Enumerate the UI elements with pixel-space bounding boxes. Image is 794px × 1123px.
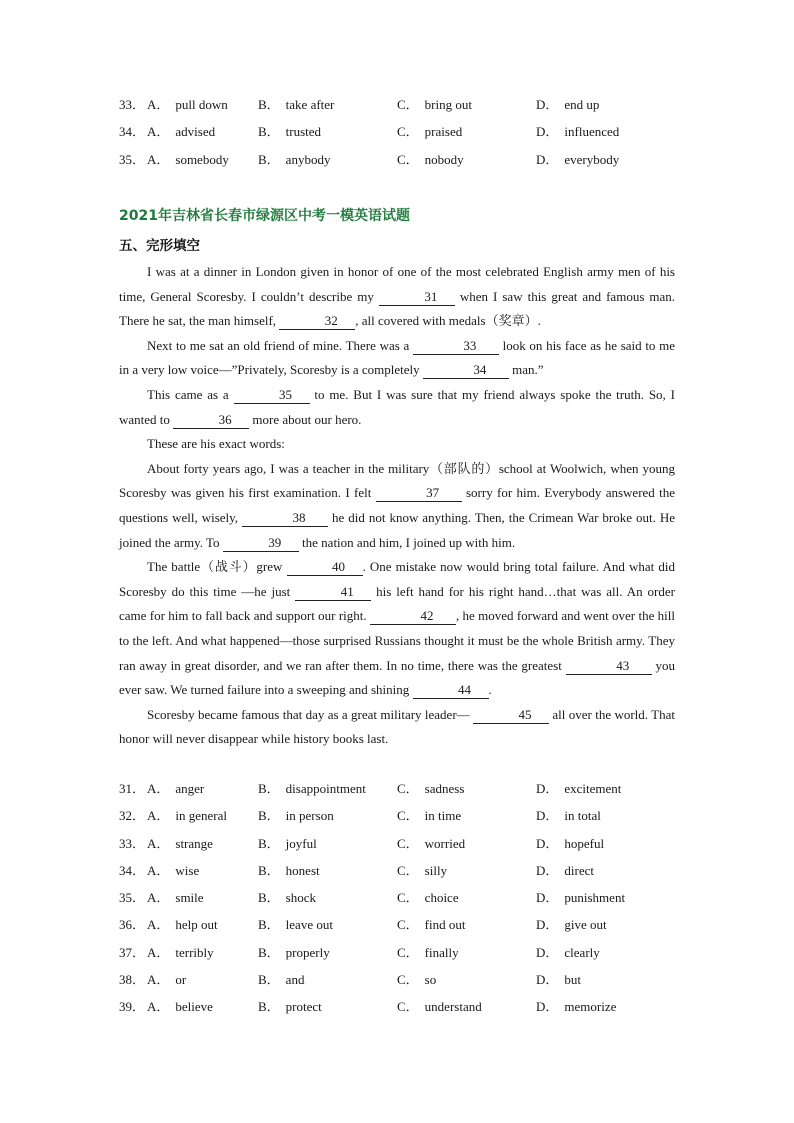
blank-32: 32 bbox=[279, 313, 355, 330]
question-number: 32． bbox=[119, 808, 146, 823]
option-b: B． take after bbox=[258, 97, 335, 112]
option-d: D． memorize bbox=[536, 999, 617, 1014]
option-d: D． punishment bbox=[536, 890, 626, 905]
option-a: A． pull down bbox=[147, 97, 228, 112]
question-number: 33． bbox=[119, 836, 146, 851]
option-a: A． somebody bbox=[147, 152, 229, 167]
option-d: D． everybody bbox=[536, 152, 620, 167]
option-b: B． trusted bbox=[258, 124, 322, 139]
exam-title: 2021年吉林省长春市绿源区中考一模英语试题 bbox=[119, 208, 410, 224]
paragraph: I was at a dinner in London given in honor of one of the most celebrated English army men of his time, General Scoresby. I couldn’t describe my 31 when I saw this great and famous man. There he sat, the man himself, 32 , all covered with medals（奖章）. bbox=[119, 264, 676, 329]
paragraph: Scoresby became famous that day as a great military leader— 45 all over the world. That honor will never disappear while history books last. bbox=[119, 706, 675, 747]
paragraph: This came as a 35 to me. But I was sure that my friend always spoke the truth. So, I wanted to 36 more about our hero. bbox=[119, 386, 675, 427]
option-a: A． advised bbox=[147, 124, 216, 139]
question-number: 33． bbox=[119, 97, 146, 112]
blank-34: 34 bbox=[423, 362, 509, 379]
option-c: C． so bbox=[397, 972, 437, 987]
option-a: A． wise bbox=[147, 863, 200, 878]
blank-40: 40 bbox=[287, 559, 363, 576]
question-number: 34． bbox=[119, 863, 146, 878]
option-a: A． anger bbox=[147, 781, 205, 796]
cloze-passage bbox=[119, 260, 675, 752]
option-a: A． terribly bbox=[147, 945, 214, 960]
option-d: D． end up bbox=[536, 97, 600, 112]
paragraph: About forty years ago, I was a teacher in the military（部队的）school at Woolwich, when young Scoresby was given his first examination. I felt 37 sorry for him. Everybody answered the questions well, wisely, 38 he did not know anything. Then, the Crimean War broke out. He joined the army. To 39 the nation and him, I joined up with him. bbox=[119, 460, 676, 550]
blank-43: 43 bbox=[566, 658, 652, 675]
blank-36: 36 bbox=[173, 412, 249, 429]
option-d: D． hopeful bbox=[536, 836, 605, 851]
option-d: D． direct bbox=[536, 863, 594, 878]
option-a: A． help out bbox=[147, 917, 218, 932]
option-b: B． disappointment bbox=[258, 781, 366, 796]
option-d: D． but bbox=[536, 972, 582, 987]
option-c: C． choice bbox=[397, 890, 459, 905]
blank-33: 33 bbox=[413, 338, 499, 355]
question-number: 35． bbox=[119, 152, 146, 167]
paragraph: The battle（战斗）grew 40 . One mistake now would bring total failure. And what did Scoresby do this time —he just 41 his left hand for his right hand…that was all. An order came for him to fall back and support our right. 42 , he moved forward and went over the hill to the left. And what happened—those surprised Russians thought it must be the whole British army. They ran away in great disorder, and we ran after them. In no time, there was the greatest 43 you ever saw. We turned failure into a sweeping and shining 44 . bbox=[119, 559, 676, 698]
option-c: C． worried bbox=[397, 836, 466, 851]
option-c: C． in time bbox=[397, 808, 462, 823]
paragraph: These are his exact words: bbox=[147, 436, 285, 452]
blank-39: 39 bbox=[223, 535, 299, 552]
blank-45: 45 bbox=[473, 707, 549, 724]
option-c: C． nobody bbox=[397, 152, 464, 167]
blank-37: 37 bbox=[376, 485, 462, 502]
option-d: D． in total bbox=[536, 808, 601, 823]
option-b: B． in person bbox=[258, 808, 334, 823]
option-d: D． excitement bbox=[536, 781, 622, 796]
option-a: A． strange bbox=[147, 836, 213, 851]
option-d: D． give out bbox=[536, 917, 607, 932]
blank-31: 31 bbox=[379, 289, 455, 306]
option-a: A． in general bbox=[147, 808, 228, 823]
blank-38: 38 bbox=[242, 510, 328, 527]
paragraph: Next to me sat an old friend of mine. There was a 33 look on his face as he said to me in a very low voice—”Privately, Scoresby is a completely 34 man.” bbox=[119, 337, 675, 378]
question-number: 35． bbox=[119, 890, 146, 905]
question-number: 38． bbox=[119, 972, 146, 987]
option-c: C． praised bbox=[397, 124, 463, 139]
option-c: C． understand bbox=[397, 999, 482, 1014]
option-d: D． clearly bbox=[536, 945, 600, 960]
option-b: B． anybody bbox=[258, 152, 331, 167]
option-c: C． silly bbox=[397, 863, 448, 878]
option-a: A． believe bbox=[147, 999, 213, 1014]
part-title: 五、完形填空 bbox=[119, 238, 200, 254]
question-number: 39． bbox=[119, 999, 146, 1014]
option-b: B． shock bbox=[258, 890, 317, 905]
option-c: C． bring out bbox=[397, 97, 472, 112]
question-number: 34． bbox=[119, 124, 146, 139]
option-c: C． find out bbox=[397, 917, 466, 932]
blank-42: 42 bbox=[370, 608, 456, 625]
blank-44: 44 bbox=[413, 682, 489, 699]
question-number: 37． bbox=[119, 945, 146, 960]
option-d: D． influenced bbox=[536, 124, 620, 139]
option-b: B． properly bbox=[258, 945, 330, 960]
question-number: 36． bbox=[119, 917, 146, 932]
blank-41: 41 bbox=[295, 584, 371, 601]
option-c: C． finally bbox=[397, 945, 459, 960]
option-a: A． smile bbox=[147, 890, 204, 905]
option-c: C． sadness bbox=[397, 781, 465, 796]
option-b: B． and bbox=[258, 972, 305, 987]
blank-35: 35 bbox=[234, 387, 310, 404]
option-b: B． honest bbox=[258, 863, 320, 878]
option-b: B． leave out bbox=[258, 917, 333, 932]
option-b: B． joyful bbox=[258, 836, 317, 851]
option-a: A． or bbox=[147, 972, 187, 987]
question-number: 31． bbox=[119, 781, 146, 796]
option-b: B． protect bbox=[258, 999, 322, 1014]
